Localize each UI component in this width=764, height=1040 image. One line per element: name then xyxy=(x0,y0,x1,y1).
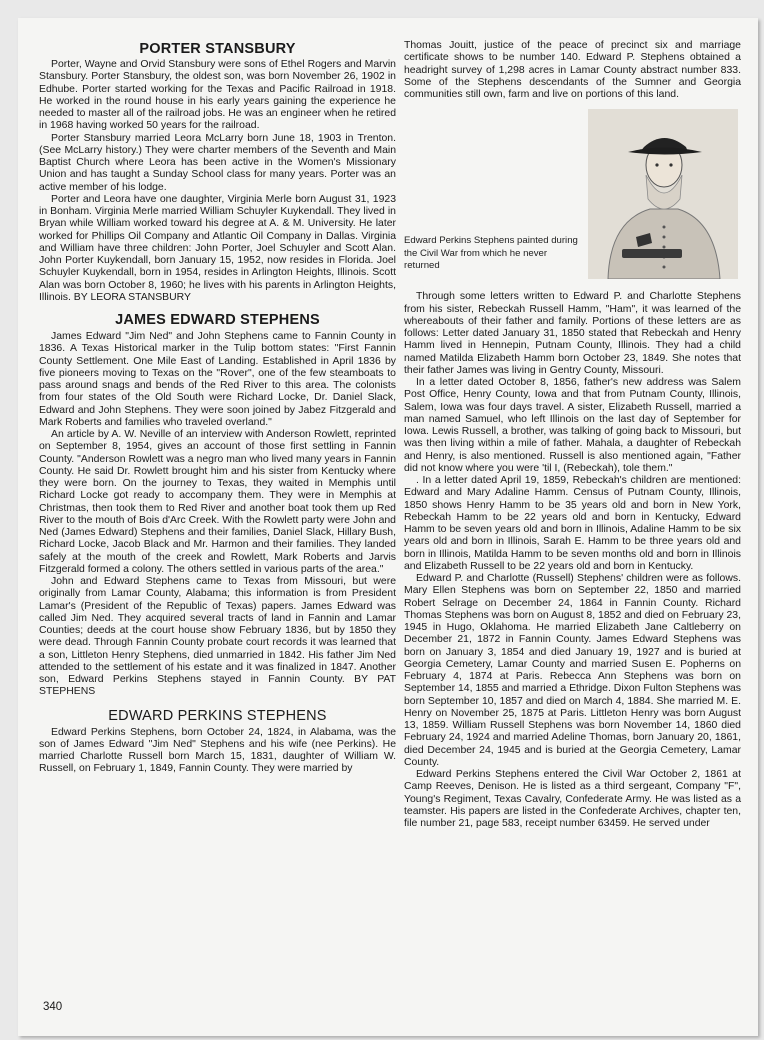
porter-paragraph-3: Porter and Leora have one daughter, Virginia Merle born August 31, 1923 in Bonham. Virginia Merle married William Schuyler Kuykendall. They lived in Bryan while William worked toward his degree at A. & M. University. He later worked for Phillips Oil Company and Atlantic Oil Company in Dallas. Virginia and William have three children: John Porter, Joel Schuyler and Scott Alan. John Porter Kuykendall, born January 15, 1952, now resides in Florida. Joel Schuyler Kuykendall, born in 1954, resides in Arlington Heights, Illinois. Scott Alan was born October 8, 1960; he lives with his parents in Arlington Heights, Illinois. BY LEORA STANSBURY xyxy=(39,193,396,303)
edward-paragraph-1: Edward Perkins Stephens, born October 24, 1824, in Alabama, was the son of James Edward "Jim Ned" Stephens and his wife (nee Perkins). He married Charlotte Russell born March 15, 1831, daughter of William W. Russell, on February 1, 1849, Fannin County. They were married by xyxy=(39,726,396,775)
right-column xyxy=(404,40,741,830)
heading-edward-perkins-stephens: EDWARD PERKINS STEPHENS xyxy=(108,707,327,724)
edward-continued-paragraph: Thomas Jouitt, justice of the peace of precinct six and marriage certificate shows to be number 140. Edward P. Stephens obtained a headright survey of 1,298 acres in Lamar County abstract number 833. Some of the Stephens descendants of the Sumner and Georgia communities still own, farm and live on portions of this land. xyxy=(404,40,741,100)
edward-civil-war-paragraph: Edward Perkins Stephens entered the Civil War October 2, 1861 at Camp Reeves, Denison. He is listed as a third sergeant, Company "F", Young's Regiment, Texas Cavalry, Confederate Army. He was listed as a teamster. His papers are listed in the Confederate Archives, chapter ten, file number 21, page 583, receipt number 63459. He served under xyxy=(404,769,741,829)
heading-porter-stansbury: PORTER STANSBURY xyxy=(139,41,296,57)
james-paragraph-1: James Edward "Jim Ned" and John Stephens came to Fannin County in 1836. A Texas Historical marker in the Tulip bottom states: "First Fannin County Settlement. One Mile East of Landing. Established in April 1836 by five pioneers moving to Texas on the "Rover", one of the few steamboats to pass around snags and bends of the Red River to this area. The colonists from four states of the Old South were Richard Locke, Dr. Daniel Slack, Edward and John Stephens. They were soon joined by Jabez Fitzgerald and Mark Roberts and families who traveled overland." xyxy=(39,331,396,428)
edward-letters-paragraph-2: In a letter dated October 8, 1856, father's new address was Salem Post Office, Henry County, Iowa and that from Putnam County, Illinois, Salem, Iowa was four days travel. A sister, Elizabeth Russell, married a man named Samuel, who left Illinois on the last day of September for Iowa. Lewis Russell, a brother, was talking of going back to Missouri, but was then living within a mile of father. Mahala, a daughter of Rebeckah and Henry, is also mentioned. Russell is also mentioned again, "Father did not know where you were 'til I, (Rebeckah), tole them." xyxy=(404,377,741,474)
edward-letters-paragraph-1: Through some letters written to Edward P. and Charlotte Stephens from his sister, Rebeckah Russell Hamm, "Ham", it was learned of the whereabouts of their father and family. Portions of these letters are as follows: Letter dated January 31, 1850 stated that Rebeckah and Henry Hamm lived in Hennepin, Putnam County, Illinois. They had a child named Matilda Elizabeth Hamm born October 23, 1849. She notes that their father James was living in Gentry County, Missouri. xyxy=(404,291,741,376)
james-paragraph-3: John and Edward Stephens came to Texas from Missouri, but were originally from Lamar County, Alabama; this information is from President Lamar's (President of the Republic of Texas) papers. James Edward was called Jim Ned. They acquired several tracts of land in Fannin and Lamar Counties; deeds at the court house show February 1836, but by 1850 they were dead. Through Fannin County probate court records it was learned that a son, Littleton Henry Stephens, died unmarried in 1842. His father Jim Ned attended to the settlement of his estate and it was finalized in 1847. Another son, Edward Perkins Stephens stayed in Fannin County. BY PAT STEPHENS xyxy=(39,576,396,698)
porter-paragraph-2: Porter Stansbury married Leora McLarry born June 18, 1903 in Trenton. (See McLarry history.) They were charter members of the Seventh and Main Baptist Church where Leora has been active in the Women's Missionary Union and has taught a Sunday School class for many years. Porter was an active member of his lodge. xyxy=(39,132,396,193)
portrait-caption: Edward Perkins Stephens painted during the Civil War from which he never returned xyxy=(404,235,578,272)
porter-paragraph-1: Porter, Wayne and Orvid Stansbury were sons of Ethel Rogers and Marvin Stansbury. Porter Stansbury, the oldest son, was born November 26, 1902 in Edhube. Porter started working for the Texas and Pacific Railroad in 1918. He worked in the round house in his early years gaining the experience he needed to master all of the railroad jobs. He was an engineer when he retired in 1968 having worked 50 years for the railroad. xyxy=(39,59,396,132)
edward-children-paragraph: Edward P. and Charlotte (Russell) Stephens' children were as follows. Mary Ellen Stephens was born on September 22, 1850 and married Robert Selrage on December 24, 1864 in Fannin County. Richard Thomas Stephens was born on August 8, 1852 and died on February 23, 1945 in Hugo, Oklahoma. He married Elizabeth Jane Caltleberry on December 21, 1872 in Fannin County. James Edward Stephens was born on January 3, 1854 and died January 19, 1927 and is buried at Georgia Cemetery, Lamar County and married Susen E. Popherns on February 4, 1874 at Paris. Rebecca Ann Stephens was born on September 14, 1855 and married a Ethridge. Dixon Fulton Stephens was born September 10, 1857 and died on March 4, 1884. She married M. E. Henry on November 25, 1875 at Paris. Littleton Henry was born August 13, 1859. William Russell Stephens was born November 14, 1860 died February 24, 1924 and married Adeline Thomas, born January 20, 1861, died December 24, 1945 and is buried at the Georgia Cemetery, Lamar County. xyxy=(404,573,741,768)
page-number: 340 xyxy=(43,1001,63,1013)
heading-james-edward-stephens: JAMES EDWARD STEPHENS xyxy=(115,312,320,328)
left-column xyxy=(39,40,396,776)
james-paragraph-2: An article by A. W. Neville of an interview with Anderson Rowlett, reprinted on September 8, 1954, gives an account of those first settling in Fannin County. "Anderson Rowlett was a negro man who lived many years in Fannin County. He said Dr. Rowlett brought him and his sister from Kentucky where they were born. On the journey to Texas, they waited in Memphis until Richard Locke got ready to accompany them. They were in Memphis at Christmas, then took them to Red River and another boat took them up Red River to the mouth of Bois d'Arc Creek. With the Rowlett party were John and Ned (James Edward) Stephens and their families, Daniel Slack, Hillary Bush, Richard Locke, Jacob Black and Mr. Harmon and their families. They landed safely at the mouth of the creek and Rowlett, Mark Roberts and Jarvis Fitzgerald formed a colony. The others settled in various parts of the area." xyxy=(39,429,396,575)
edward-letters-paragraph-3: . In a letter dated April 19, 1859, Rebeckah's children are mentioned: Edward and Mary Adaline Hamm. Census of Putnam County, Illinois, 1850 shows Henry Hamm to be 35 years old and born in New York, Rebeckah Hamm to be 22 years old and born in Kentucky, Edward Hamm to be seven years old and born in Illinois, Adaline Hamm to be six years old and born in Illinois, Sarah E. Hamm to be three years old and born in Illinois, Matilda Hamm to be seven months old and born in Illinois and Elizabeth Russell to be 22 years old and born in Kentucky. xyxy=(404,475,741,572)
portrait-figure xyxy=(404,109,741,285)
portrait-image xyxy=(588,109,738,279)
book-page xyxy=(18,18,758,1036)
